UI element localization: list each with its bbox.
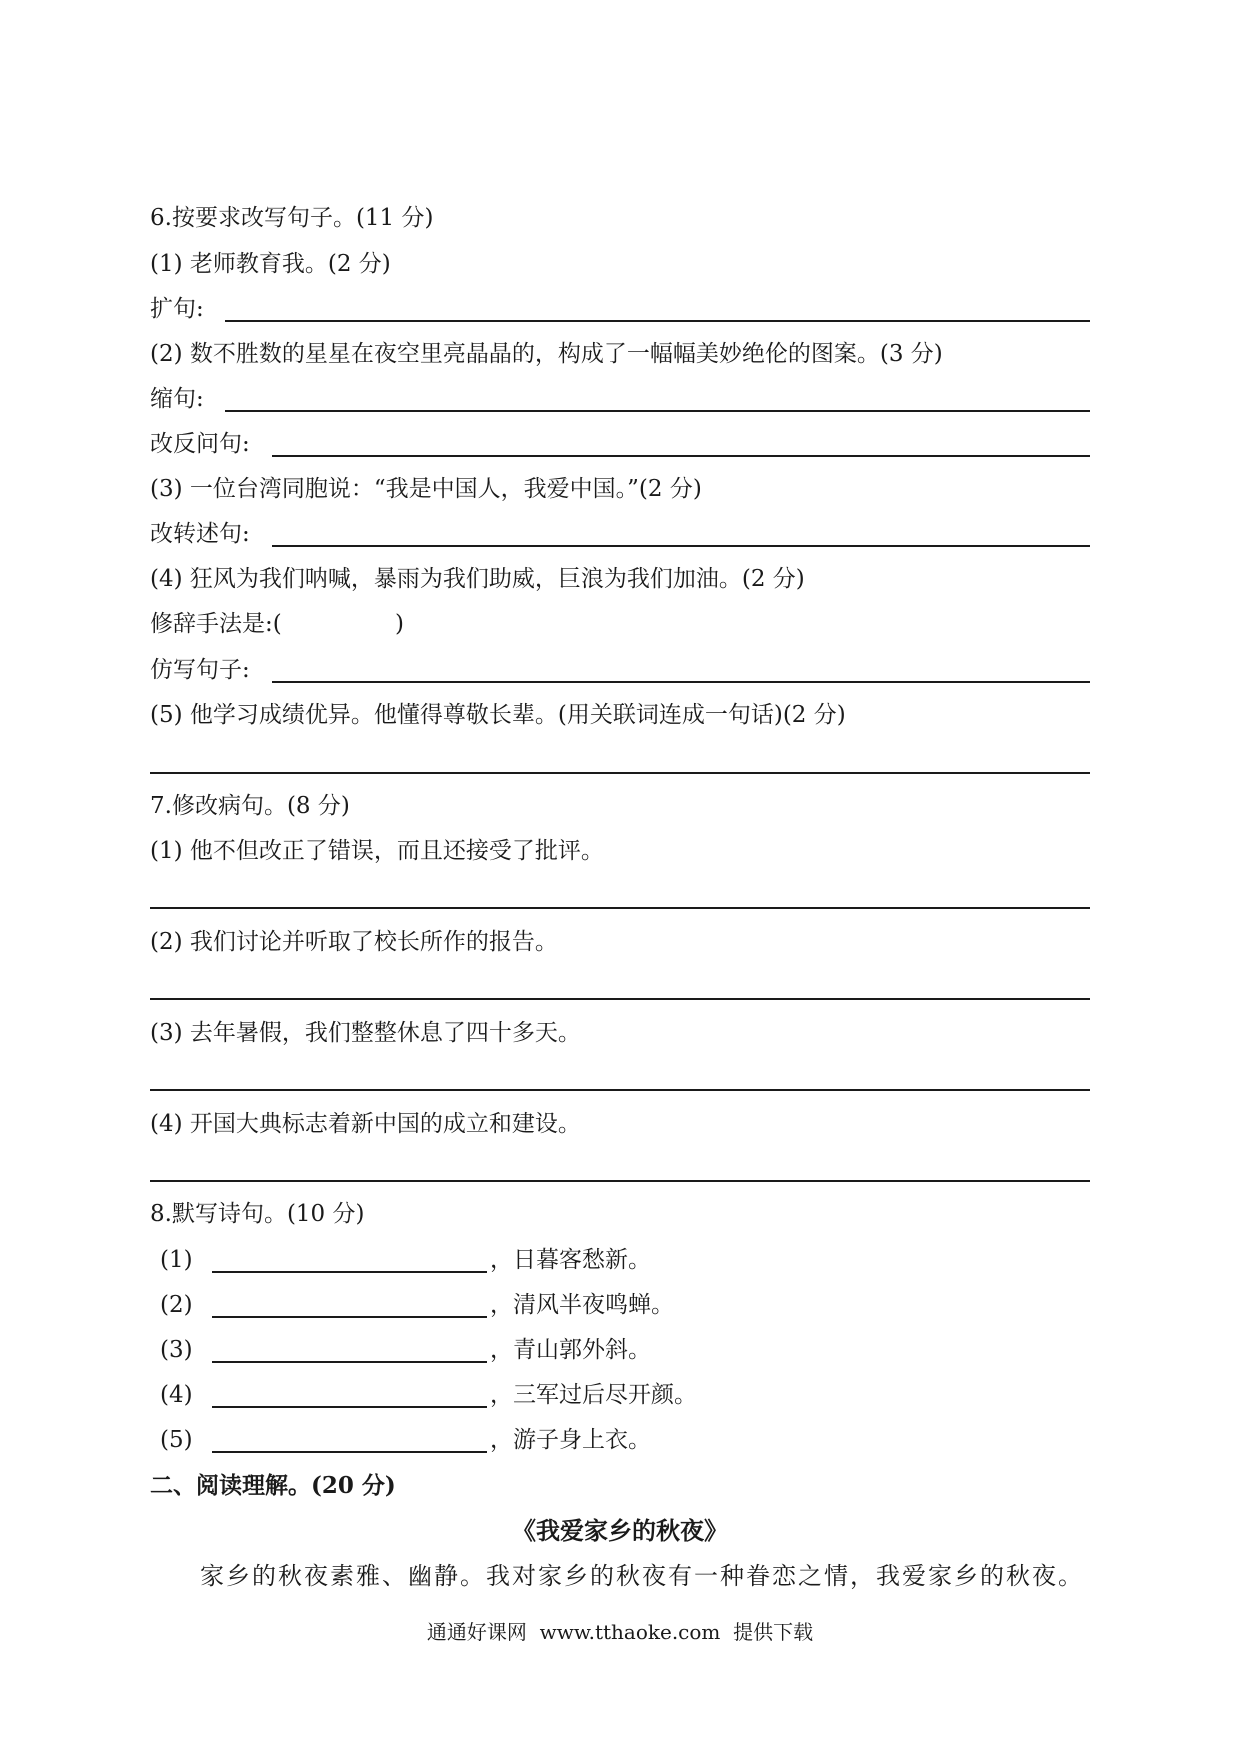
q8-item-4-answer-line[interactable] [212, 1406, 487, 1408]
q6-rhetoric-answer-blank[interactable] [310, 609, 390, 639]
q8-item-2-number: (2) [160, 1292, 193, 1318]
page-footer: 通通好课网 www.tthaoke.com 提供下载 [426, 1620, 814, 1644]
passage-first-line: 家乡的秋夜素雅、幽静。我对家乡的秋夜有一种眷恋之情，我爱家乡的秋夜。 [200, 1562, 1084, 1590]
q8-item-4-number: (4) [160, 1382, 193, 1408]
q8-item-3-answer-line[interactable] [212, 1361, 487, 1363]
q8-item-2-answer-line[interactable] [212, 1316, 487, 1318]
q6-item-1-prompt: (1) 老师教育我。(2 分) [150, 251, 391, 277]
q6-indirect-speech-answer-line[interactable] [272, 545, 1090, 547]
q7-item-3-answer-line[interactable] [150, 1089, 1090, 1091]
q6-expand-answer-line[interactable] [225, 320, 1090, 322]
q6-shorten-answer-line[interactable] [225, 410, 1090, 412]
q7-item-4-answer-line[interactable] [150, 1180, 1090, 1182]
q6-item-5-prompt: (5) 他学习成绩优异。他懂得尊敬长辈。(用关联词连成一句话)(2 分) [150, 702, 846, 728]
q7-item-1-answer-line[interactable] [150, 907, 1090, 909]
section-2-heading: 二、阅读理解。(20 分) [150, 1472, 396, 1499]
passage-title: 《我爱家乡的秋夜》 [512, 1516, 728, 1545]
q8-heading: 8.默写诗句。(10 分) [150, 1201, 365, 1227]
q8-item-3-tail: ，青山郭外斜。 [490, 1337, 651, 1363]
q6-indirect-speech-label: 改转述句: [150, 521, 250, 547]
q6-item-3-prompt: (3) 一位台湾同胞说：“我是中国人，我爱中国。”(2 分) [150, 476, 702, 502]
q6-imitation-answer-line[interactable] [272, 681, 1090, 683]
q7-item-1: (1) 他不但改正了错误，而且还接受了批评。 [150, 838, 604, 864]
q6-item-4-prompt: (4) 狂风为我们呐喊，暴雨为我们助威，巨浪为我们加油。(2 分) [150, 566, 805, 592]
q8-item-5-tail: ，游子身上衣。 [490, 1427, 651, 1453]
q8-item-5-answer-line[interactable] [212, 1451, 487, 1453]
q8-item-3-number: (3) [160, 1337, 193, 1363]
q6-item-2-prompt: (2) 数不胜数的星星在夜空里亮晶晶的，构成了一幅幅美妙绝伦的图案。(3 分) [150, 341, 943, 367]
q6-rhetorical-question-answer-line[interactable] [272, 455, 1090, 457]
q6-shorten-label: 缩句: [150, 386, 204, 412]
q8-item-2-tail: ，清风半夜鸣蝉。 [490, 1292, 674, 1318]
q6-expand-label: 扩句: [150, 296, 204, 322]
q7-heading: 7.修改病句。(8 分) [150, 793, 350, 819]
q8-item-1-tail: ，日暮客愁新。 [490, 1247, 651, 1273]
q6-rhetorical-question-label: 改反问句: [150, 431, 250, 457]
q6-rhetoric-label: 修辞手法是:( [150, 611, 282, 637]
q7-item-3: (3) 去年暑假，我们整整休息了四十多天。 [150, 1020, 581, 1046]
q8-item-5-number: (5) [160, 1427, 193, 1453]
q7-item-2-answer-line[interactable] [150, 998, 1090, 1000]
q7-item-4: (4) 开国大典标志着新中国的成立和建设。 [150, 1111, 581, 1137]
q6-rhetoric-close-paren: ) [395, 611, 404, 637]
q8-item-1-answer-line[interactable] [212, 1271, 487, 1273]
q7-item-2: (2) 我们讨论并听取了校长所作的报告。 [150, 929, 558, 955]
q6-heading: 6.按要求改写句子。(11 分) [150, 205, 434, 231]
q8-item-1-number: (1) [160, 1247, 193, 1273]
q6-item-5-answer-line[interactable] [150, 772, 1090, 774]
q8-item-4-tail: ，三军过后尽开颜。 [490, 1382, 697, 1408]
q6-imitation-label: 仿写句子: [150, 657, 250, 683]
